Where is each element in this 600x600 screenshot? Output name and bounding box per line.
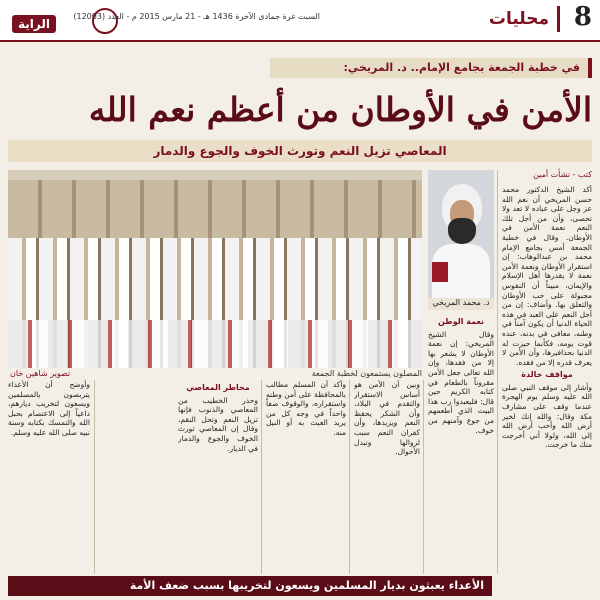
article-subhead: المعاصي تزيل النعم وتورث الخوف والجوع والدمار	[8, 140, 592, 162]
microphone-icon	[432, 262, 448, 282]
column-text: وأوضح أن الأعداء يتربصون بالمسلمين ويسعون لتخريب ديارهم، داعياً إلى الاعتصام بحبل الله والتمسك بكتابه وسنة نبيه صلى الله عليه وسلم.	[8, 380, 90, 437]
dateline: السبت غرة جمادى الآخرة 1436 هـ - 21 مارس 2015 م - العدد (12003)	[73, 12, 320, 21]
article-column-5	[178, 380, 258, 570]
page-header	[0, 0, 600, 42]
article-headline: الأمن في الأوطان من أعظم نعم الله	[88, 90, 592, 129]
pull-quote-band: الأعداء يعبثون بديار المسلمين ويسعون لتخريبها بسبب ضعف الأمة	[8, 576, 492, 596]
column-subtitle: مخاطر المعاصي	[186, 383, 250, 392]
column-text: وأشار إلى موقف النبي صلى الله عليه وسلم يوم الهجرة عندما وقف على مشارف مكة وقال: والله إنك لخير أرض الله وأحب أرض الله إلى الله، ولولا أني أخرجت منك ما خرجت.	[502, 382, 592, 450]
article-column-4	[266, 380, 346, 570]
column-text: وقال الشيخ المريخي: إن نعمة الأوطان لا يشعر بها إلا من فقدها، وإن الله تعالى جعل الأمن مقروناً بالطعام في كتابه الكريم حين قال: فليعبدوا رب هذا البيت الذي أطعمهم من جوع وآمنهم من خوف.	[428, 329, 494, 435]
article-column-2	[428, 314, 494, 580]
speaker-portrait	[428, 170, 494, 298]
column-divider	[94, 380, 95, 574]
photo-caption: المصلون يستمعون لخطبة الجمعة	[311, 369, 422, 378]
section-title: محليات	[429, 6, 560, 32]
article-column-1	[502, 185, 592, 580]
article-byline: كتب - نشأت أمين	[533, 170, 592, 179]
column-subtitle: مواقف خالدة	[521, 370, 573, 380]
column-text: وأكد أن المسلم مطالب بالمحافظة على أمن وطنه واستقراره، والوقوف صفاً واحداً في وجه كل من يريد العبث به أو النيل منه.	[266, 380, 346, 437]
article-column-3	[354, 380, 420, 570]
article-kicker: في خطبة الجمعة بجامع الإمام.. د. المريخي:	[270, 58, 592, 78]
column-divider	[497, 170, 498, 574]
photo-credit: تصوير شاهين خان	[10, 369, 71, 378]
column-text: أكد الشيخ الدكتور محمد حسن المريخي أن نعم الله عز وجل على عباده لا تعد ولا تحصى، وأن من أجل تلك النعم نعمة الأمن في الأوطان. وقال في خطبة الجمعة أمس بجامع الإمام محمد بن عبدالوهاب: إن استقرار الأوطان ونعمة الأمن نعمة لا يقدرها أهل الإسلام والإيمان، مبيناً أن النفوس مجبولة على حب الأوطان والتعلق بها. وأضاف: إن من أجل النعم على العبد في هذه الحياة الدنيا أن يكون آمناً في وطنه، معافى في بدنه، عنده قوت يومه، فكأنما حيزت له الدنيا بحذافيرها، وأن الأمن لا يعرف قدره إلا من فقده.	[502, 185, 592, 367]
column-subtitle: نعمة الوطن	[437, 317, 484, 326]
photo-carpet	[8, 320, 422, 368]
column-text: وحذر الخطيب من المعاصي والذنوب فإنها تزيل النعم وتحل النقم، وقال إن المعاصي تورث الخوف والجوع والدمار في الديار.	[178, 395, 258, 453]
column-text: وبين أن الأمن هو أساس الاستقرار والتقدم في البلاد، وأن الشكر يحفظ النعم ويزيدها، وأن كفران النعم سبب لزوالها وتبدل الأحوال.	[354, 380, 420, 457]
page-number: 8	[573, 2, 592, 32]
column-divider	[349, 380, 350, 574]
column-divider	[423, 380, 424, 574]
logo-text: الراية	[12, 15, 56, 33]
photo-arches	[8, 180, 422, 238]
portrait-caption: د. محمد المريخي	[428, 298, 494, 310]
mosque-crowd-photo	[8, 170, 422, 368]
article-column-6	[8, 380, 90, 570]
column-divider	[261, 380, 262, 574]
portrait-beard	[448, 218, 476, 244]
